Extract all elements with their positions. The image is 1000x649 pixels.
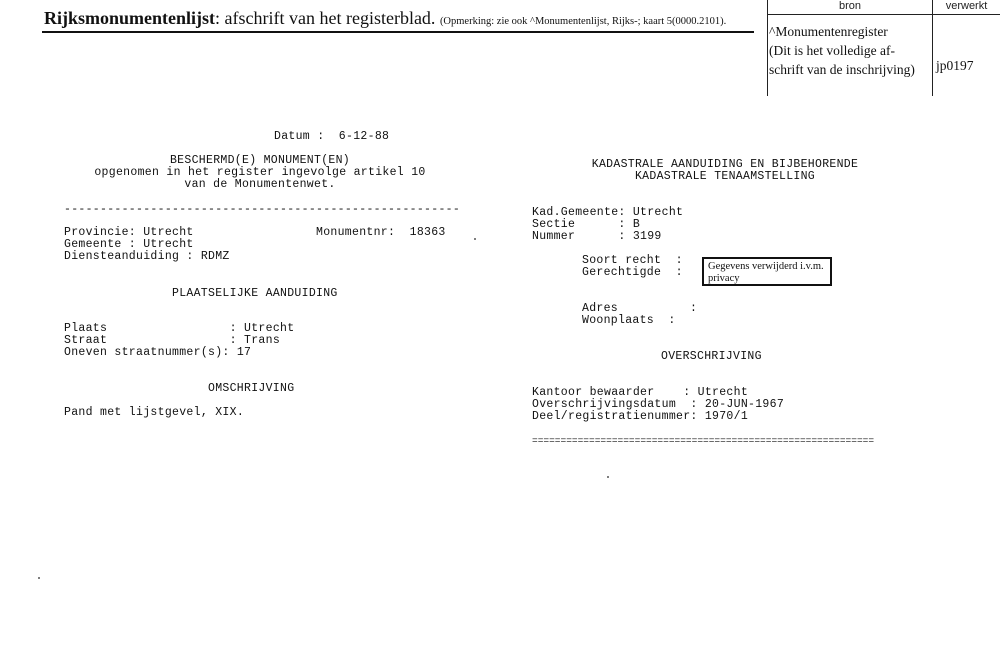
verwerkt-header: verwerkt [945, 0, 988, 12]
monument-heading: BESCHERMD(E) MONUMENT(EN) opgenomen in het register ingevolge artikel 10 van de Monumentenwet. [94, 154, 426, 191]
kadastrale-block: Kad.Gemeente: Utrecht Sectie : B Nummer : 3199 [532, 206, 684, 243]
omschrijving-heading: OMSCHRIJVING [208, 382, 295, 395]
page-title [44, 8, 726, 29]
scan-speck [38, 577, 40, 579]
equals-divider: ============================================================ [532, 435, 875, 446]
adres-block: Adres : Woonplaats : [582, 302, 698, 327]
plaatselijke-heading: PLAATSELIJKE AANDUIDING [172, 287, 338, 300]
overschrijving-heading: OVERSCHRIJVING [661, 350, 762, 363]
title-note: (Opmerking: zie ook ^Monumentenlijst, Rijks-; kaart 5(0000.2101). [439, 16, 727, 27]
plaatselijke-block: Plaats : Utrecht Straat : Trans Oneven straatnummer(s): 17 [64, 322, 295, 359]
header-rule [42, 31, 754, 33]
admin-block: Provincie: Utrecht Gemeente : Utrecht Diensteanduiding : RDMZ [64, 226, 230, 263]
verwerkt-value: jp0197 [936, 58, 974, 73]
monumentnr: Monumentnr: 18363 [316, 226, 446, 239]
side-table-header-rule [768, 14, 1000, 15]
bron-value: ^Monumentenregister (Dit is het volledige af- schrift van de inschrijving) [769, 24, 915, 77]
privacy-redaction-box: Gegevens verwijderd i.v.m. privacy [702, 257, 832, 286]
bron-header: bron [838, 0, 862, 12]
dash-divider: ------------------------------------------------------- [64, 203, 461, 216]
overschrijving-block: Kantoor bewaarder : Utrecht Overschrijvingsdatum : 20-JUN-1967 Deel/registratienummer: 1970/1 [532, 386, 785, 423]
kadastrale-heading: KADASTRALE AANDUIDING EN BIJBEHORENDE KADASTRALE TENAAMSTELLING [591, 158, 859, 183]
datum: Datum : 6-12-88 [274, 130, 390, 143]
omschrijving-text: Pand met lijstgevel, XIX. [64, 406, 245, 419]
scan-speck [607, 476, 609, 478]
title-rest: : afschrift van het registerblad. [215, 8, 436, 28]
scan-speck [474, 238, 476, 240]
title-bold: Rijksmonumentenlijst [44, 8, 216, 28]
recht-block: Soort recht : Gerechtigde : [582, 254, 683, 279]
